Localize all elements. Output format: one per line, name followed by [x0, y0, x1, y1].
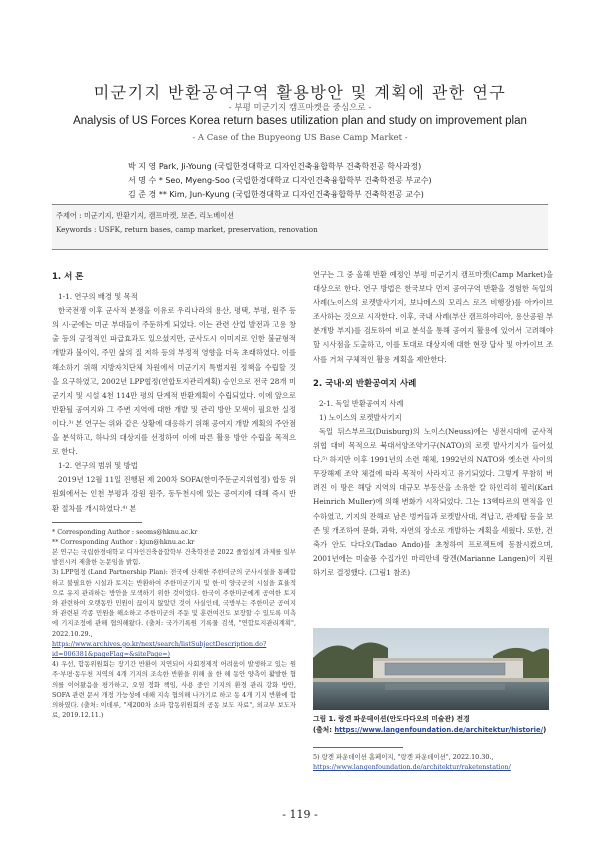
footnotes [52, 527, 296, 721]
figure-1-photo [313, 628, 549, 710]
footnote-5-text: 5) 랑겐 파운데이션 홈페이지, "랑겐 파운데이션", 2022.10.30., [313, 753, 494, 761]
figure-1-caption: 그림 1. 랑겐 파운데이션(안도다다오의 미술관) 전경 [313, 715, 470, 723]
langen-foundation-image [313, 628, 549, 710]
footnote-3: 3) LPP협정 (Land Partnership Plan): 전국에 산재한 주한미군의 군사시설을 통폐합하고 불필요한 시설과 토지는 반환하여 주한미군기지 및 한·미 양국군의 시설을 효율적으로 유지 관리하는 방안을 모색하기 위한 것이었다. 한국이 주한미군에게 공여한 토지와 관련하여 오랫동안 민원이 끊이지 않았던 것이 사실인데, 국방부는 주한미군 공여지와 관련된 각종 민원을 해소하고 주한미군의 주둔 및 훈련여건도 보장할 수 있도록 미측에 기지조정에 관해 협의해왔다. (출처: 국가기록원 기록물 검색, "연합토지관리계획", 2022.10.29., [52, 568, 296, 638]
footnote-corresponding-2: ** Corresponding Author : kjun@hknu.ac.kr [52, 537, 195, 546]
author-list [128, 160, 432, 202]
paragraph-scope: 2019년 12월 11일 진행된 제 200차 SOFA(한미주둔군지위협정) 합동 위원회에서는 인천 부평과 강원 원주, 동두천시에 있는 공여지에 대해 즉시 반환 절차를 개시하였다.⁴⁾ 본 [52, 475, 296, 513]
paragraph-background: 한국전쟁 이후 군사적 분쟁을 이유로 우리나라의 용산, 평택, 부평, 원주 등의 시·군에는 미군 부대들이 주둔하게 되었다. 이는 관련 산업 발전과 고용 창출 등의 긍정적인 파급효과도 있으셨지만, 군사도시 이미지로 인한 불균형적 개발과 불이익, 주민 삶의 질 저하 등의 부정적 영향을 더욱 초래하였다. 이를 해소하기 위해 지방자치단체 차원에서 미군기지 특별지원 정책을 수립할 것을 요구하였고, 2002년 LPP협정(연합토지관리계획) 승인으로 전국 28개 미군기지 및 시설 4천 114만 평의 단계적 반환계획이 수립되었다. 이에 앞으로 반환될 공여지와 그 주변 지역에 대한 개발 및 관리 방안 모색이 필요한 실정이다.³⁾ 본 연구는 위와 같은 상황에 대응하기 위해 공여지 개발 계획의 주안점을 분석하고, 하나의 대상지를 선정하여 이에 따른 활용 방안 수립을 목적으로 한다. [52, 306, 297, 457]
author-2: 서 명 수 * Seo, Myeng-Soo (국립한경대학교 디자인건축융합학부 건축학전공 부교수) [128, 176, 432, 185]
section-1-heading: 1. 서 론 [52, 272, 84, 282]
section-2-heading: 2. 국내·외 반환공여지 사례 [313, 378, 417, 389]
right-column [313, 268, 553, 580]
footnote-5 [313, 752, 553, 772]
figure-1-source-prefix: (출처: [313, 725, 332, 734]
figure-1-source-link[interactable]: https://www.langenfoundation.de/architektur/historie/ [334, 725, 544, 734]
left-column [52, 268, 296, 720]
footnote-divider [52, 522, 142, 523]
figure-1-source-suffix: ) [543, 725, 547, 734]
subsection-2-1-1-heading: 1) 노이스의 로켓발사기지 [319, 412, 402, 422]
figure-1-source [313, 725, 553, 736]
footnote-4: 4) 우선, 합동위원회는 장기간 반환이 지연되어 사회경제적 어려움이 발생하고 있는 원주·부평·동두천 지역의 4개 기지의 조속한 반환을 위해 올 한 해 동안 양측이 활발한 협의를 이어왔음을 평가하고, 오염 정화 책임, 사용 중인 기지의 환경 관리 강화 방안, SOFA 관련 문서 개정 가능성에 대해 지속 협의해 나가기로 하고 동 4개 기지 반환에 합의하였다. (출처: 이데루, "제200차 소파 합동위원회의 공동 보도 자료", 외교부 보도자료, 2019.12.11.) [52, 660, 296, 720]
paper-subtitle-korean: - 부평 미군기지 캠프마켓을 중심으로 - [228, 103, 372, 113]
keywords-box [52, 204, 548, 250]
subsection-1-2-heading: 1-2. 연구의 범위 및 방법 [58, 461, 138, 471]
footnote-5-link[interactable]: https://www.langenfoundation.de/architektur/raketenstation/ [313, 763, 511, 772]
paper-title-korean: 미군기지 반환공여구역 활용방안 및 계획에 관한 연구 [93, 83, 507, 102]
figure-1-caption-block [313, 714, 553, 735]
author-1: 박 지 영 Park, Ji-Young (국립한경대학교 디자인건축융합학부 건축학전공 학사과정) [128, 162, 422, 171]
subsection-1-1-heading: 1-1. 연구의 배경 및 목적 [58, 292, 138, 302]
footnote-divider-right [313, 747, 403, 748]
page-number: - 119 - [282, 808, 318, 821]
footnote-3-link[interactable]: https://www.archives.go.kr/next/search/listSubjectDescription.do?id=006381&pageFlag=&sitePage=) [52, 639, 267, 659]
paragraph-method: 연구는 그 중 올해 반환 예정인 부평 미군기지 캠프마켓(Camp Market)을 대상으로 한다. 연구 방법은 한국보다 먼저 공여구역 반환을 경험한 독일의 사례(노이스의 로켓발사기지, 보나메스의 모리스 로즈 비행장)를 아카이브 조사하는 것으로 시작한다. 이후, 국내 사례(부산 캠프하야리아, 용산공원 부분개방 부지)를 검토하여 비교 분석을 통해 공여지 활용에 있어서 고려해야 할 시사점을 도출하고, 이를 토대로 대상지에 대한 현장 답사 및 아카이브 조사를 거쳐 구체적인 활용 계획을 제안한다. [313, 270, 553, 364]
paragraph-neuss: 독일 뒤스부르크(Duisburg)의 노이스(Neuss)에는 냉전시대에 군사적 위협 대비 목적으로 북대서양조약기구(NATO)의 로켓 발사기지가 들어섰다.⁵⁾ 하지만 이후 1991년의 소련 해체, 1992년의 NATO와 옛소련 사이의 무장해제 조약 체결에 따라 목적이 사라지고 유기되었다. 그렇게 무참히 버려진 이 땅은 해당 지역의 대규모 부동산을 소유한 칼 하인리히 뮐러(Karl Heinrich Muller)에 의해 변화가 시작되었다. 그는 13헥타르의 면적을 인수하였고, 기지의 잔해로 남은 벙커들과 로켓발사대, 격납고, 관제탑 등을 보존 및 개조하여 문화, 과학, 자연의 장소로 개발하는 계획을 세웠다. 또한, 건축가 안도 다다오(Tadao Ando)를 초청하여 프로젝트에 동참시켰으며, 2001년에는 미술품 수집가인 마리안네 랑겐(Marianne Langen)이 지원하기로 결정했다. (그림1 참조) [313, 426, 553, 577]
author-3: 김 준 경 ** Kim, Jun-Kyung (국립한경대학교 디자인건축융합학부 건축학전공 교수) [128, 190, 424, 199]
paper-subtitle-english: - A Case of the Bupyeong US Base Camp Market - [192, 133, 408, 143]
keywords-korean: 주제어 : 미군기지, 반환기지, 캠프마켓, 보존, 리노베이션 [56, 211, 235, 220]
keywords-english: Keywords : USFK, return bases, camp market, preservation, renovation [56, 225, 318, 234]
footnote-acknowledgement: 본 연구는 국립한경대학교 디자인건축융합학부 건축학전공 2022 졸업설계 과제를 일부 발전시켜 제출한 논문임을 밝힘. [52, 548, 296, 567]
footnote-corresponding-1: * Corresponding Author : seoms@hknu.ac.kr [52, 527, 198, 536]
paper-title-english: Analysis of US Forces Korea return bases utilization plan and study on improvement plan [73, 115, 527, 127]
subsection-2-1-heading: 2-1. 독일 반환공여지 사례 [319, 398, 404, 408]
